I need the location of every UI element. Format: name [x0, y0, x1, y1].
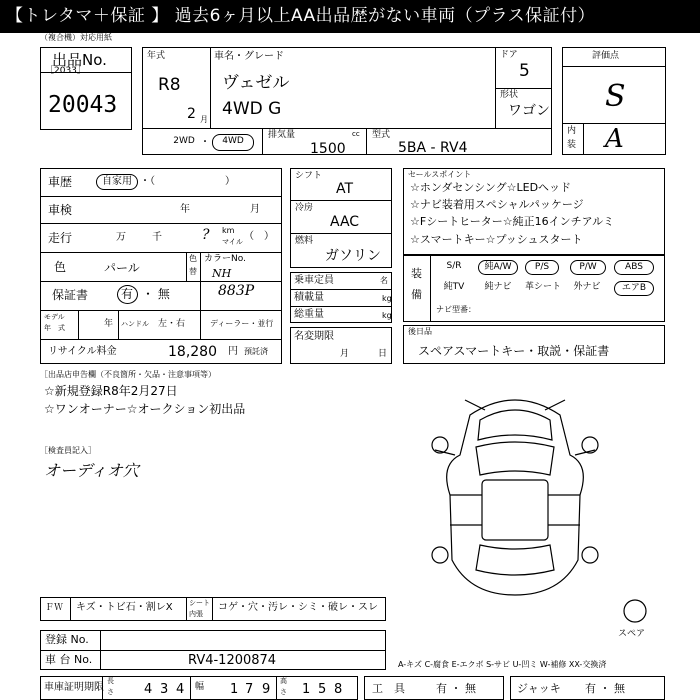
- history-rest: ・（ ）: [140, 176, 235, 187]
- equip-ps-selected: P/S: [525, 260, 559, 275]
- inspector-label: ［検査員記入］: [40, 446, 96, 455]
- cert-c3: 高: [280, 677, 287, 685]
- chassis-label: 車 台 No.: [45, 653, 93, 666]
- cert-d7: 1: [302, 682, 311, 697]
- deadline-label: 名変期限: [294, 331, 334, 342]
- recycle-value: 18,280: [168, 344, 217, 360]
- equip-abs-selected: ABS: [614, 260, 654, 275]
- shift-value: AT: [336, 181, 354, 197]
- model-year-label-1: モデル: [44, 313, 65, 321]
- displacement-unit: cc: [352, 130, 360, 138]
- cert-c3b: さ: [280, 688, 287, 696]
- fw-text: キズ・トビ石・割レX: [76, 602, 173, 613]
- sales-label: セールスポイント: [408, 170, 472, 179]
- tools-value: 有 ・ 無: [436, 682, 476, 695]
- cabin: [482, 480, 548, 540]
- jack-label: ジャッキ: [517, 682, 561, 695]
- equip-pw-selected: P/W: [570, 260, 606, 275]
- mileage-sen: 千: [152, 232, 162, 243]
- accessories-value: スペアスマートキー・取説・保証書: [418, 344, 610, 358]
- lot-label: 出品No.: [52, 51, 107, 69]
- displacement-label: 排気量: [268, 130, 296, 140]
- load-unit: kg: [382, 294, 392, 303]
- drive-dot: ・: [200, 137, 210, 148]
- inspection-year: 年: [180, 204, 190, 215]
- shift-label: シフト: [295, 171, 323, 181]
- interior-value: A: [605, 124, 624, 154]
- ac-label: 冷房: [295, 203, 314, 213]
- score-label: 評価点: [592, 51, 620, 61]
- color-code-label: カラーNo.: [204, 254, 246, 264]
- color-label: 色: [54, 260, 67, 274]
- cert-d4: 1: [230, 682, 239, 697]
- body-type-value: ワゴン: [508, 103, 550, 119]
- inspection-label: 車検: [48, 203, 73, 217]
- recycle-note: 預託済: [244, 347, 268, 356]
- model-code-value: 5BA - RV4: [398, 140, 468, 156]
- equip-airbag-selected: エアB: [614, 281, 654, 296]
- mileage-bracket: （ ）: [244, 231, 274, 242]
- lot-number: 20043: [48, 92, 118, 118]
- hood-line: [478, 410, 552, 440]
- sales-line-2: ☆ナビ装着用スペシャルパッケージ: [410, 198, 584, 211]
- color-change-label-2: 替: [189, 267, 197, 276]
- cert-d9: 8: [334, 682, 343, 697]
- declaration-line-1: ☆新規登録R8年2月27日: [44, 384, 178, 398]
- damage-legend: A-キズ C-腐食 E-エクボ S-サビ U-凹ミ W-補修 XX-交換済: [398, 660, 607, 669]
- sales-line-4: ☆スマートキー☆プッシュスタート: [410, 233, 583, 246]
- cert-d5: 7: [245, 682, 254, 697]
- warranty-selected: 有: [121, 287, 134, 301]
- wheel-rear-right: [582, 547, 598, 563]
- cert-c2: 幅: [195, 682, 205, 692]
- deadline-day: 日: [378, 349, 388, 359]
- year-month: 2: [187, 106, 196, 122]
- cert-d2: 3: [160, 682, 169, 697]
- color-code-1: NH: [212, 267, 232, 280]
- fuel-value: ガソリン: [325, 248, 381, 264]
- capacity-label: 乗車定員: [294, 275, 334, 286]
- seat-label-2: 内張: [189, 610, 203, 618]
- fuel-label: 燃料: [295, 236, 314, 246]
- car-outline: [447, 400, 584, 595]
- history-label: 車歴: [48, 175, 73, 189]
- accessories-label: 後日品: [408, 327, 432, 336]
- name-label: 車名・グレード: [214, 51, 284, 62]
- lot-code: ［2033］: [45, 66, 86, 76]
- banner-text: 【トレタマ＋保証 】 過去6ヶ月以上AA出品歴がない車両（プラス保証付）: [6, 6, 596, 26]
- handle-label: ハンドル: [121, 320, 149, 328]
- mileage-mile: マイル: [222, 238, 243, 246]
- sales-line-1: ☆ホンダセンシング☆LEDヘッド: [410, 181, 572, 194]
- handle-value: 左・右: [158, 319, 186, 329]
- equipment-label-1: 装: [411, 267, 422, 280]
- cert-d1: 4: [144, 682, 153, 697]
- equip-navi: 純ナビ: [484, 282, 512, 292]
- spare-tire-icon: [622, 598, 648, 624]
- model-name: ヴェゼル: [222, 73, 290, 93]
- cert-d3: 4: [176, 682, 185, 697]
- interior-label-2: 装: [567, 140, 577, 150]
- body-type-label: 形状: [500, 90, 519, 100]
- color-value: パール: [104, 261, 140, 275]
- weight-unit: kg: [382, 311, 392, 320]
- inspection-month: 月: [250, 204, 260, 215]
- model-year-label-2: 年 式: [44, 324, 65, 332]
- grade: 4WD G: [222, 99, 282, 119]
- equip-ext-navi: 外ナビ: [573, 282, 601, 292]
- declaration-line-2: ☆ワンオーナー☆オークション初出品: [44, 402, 246, 416]
- mileage-man: 万: [116, 232, 126, 243]
- wheel-front-right: [582, 437, 598, 453]
- wheel-rear-left: [432, 547, 448, 563]
- capacity-unit: 名: [380, 276, 388, 285]
- wheel-front-left: [432, 437, 448, 453]
- recycle-unit: 円: [228, 346, 238, 357]
- color-code-2: 883P: [218, 283, 255, 299]
- equip-sr: S/R: [446, 261, 462, 271]
- seat-label-1: シート: [189, 599, 210, 607]
- year-label: 年式: [147, 51, 166, 61]
- detail-table: [40, 168, 282, 364]
- equip-leather: 革シート: [524, 282, 561, 292]
- score-value: S: [605, 79, 626, 114]
- year-month-suffix: 月: [200, 115, 208, 124]
- history-selected: 自家用: [96, 174, 138, 190]
- model-code-label: 型式: [372, 130, 391, 140]
- inspector-note: オーディオ穴: [44, 461, 139, 480]
- warranty-rest: ・ 無: [142, 287, 170, 301]
- model-year-year: 年: [104, 319, 114, 329]
- interior-label-1: 内: [567, 126, 577, 136]
- mileage-km: km: [222, 226, 235, 235]
- cert-d8: 5: [318, 682, 327, 697]
- mileage-label: 走行: [48, 231, 73, 245]
- declaration-label: ［出品店申告欄（不良箇所・欠品・注意事項等）: [40, 370, 216, 379]
- equipment-label-2: 備: [411, 288, 422, 301]
- load-label: 積載量: [294, 292, 324, 303]
- weight-label: 総重量: [294, 309, 324, 320]
- cert-c1b: さ: [107, 688, 114, 696]
- drive-2wd: 2WD: [173, 136, 195, 146]
- color-change-label-1: 色: [189, 254, 197, 263]
- seat-text: コゲ・穴・汚レ・シミ・破レ・スレ: [218, 602, 378, 613]
- mileage-value: ?: [202, 227, 210, 243]
- registration-label: 登録 No.: [45, 633, 89, 646]
- jack-value: 有 ・ 無: [585, 682, 625, 695]
- year-era: R8: [158, 75, 181, 95]
- nav-model-label: ナビ型番：: [436, 305, 476, 314]
- equip-aw-selected: 純A/W: [478, 260, 518, 275]
- rear-window: [476, 545, 554, 575]
- cert-c1: 長: [107, 677, 114, 685]
- spare-label: スペア: [618, 629, 646, 639]
- cert-label: 車庫証明期限: [44, 682, 104, 693]
- tools-label: 工 具: [372, 682, 405, 695]
- doors-label: ドア: [500, 50, 518, 60]
- equip-tv: 純TV: [443, 282, 465, 292]
- displacement-value: 1500: [310, 141, 346, 157]
- ac-value: AAC: [330, 214, 360, 230]
- windshield: [476, 442, 554, 475]
- sales-line-3: ☆Fシートヒーター☆純正16インチアルミ: [410, 215, 615, 228]
- dealer-value: ディーラー・並行: [210, 319, 274, 328]
- fw-label: ＦＷ: [45, 603, 64, 613]
- chassis-value: RV4-1200874: [188, 653, 277, 668]
- deadline-month: 月: [340, 349, 350, 359]
- doors-value: 5: [519, 61, 530, 81]
- warranty-label: 保証書: [52, 288, 89, 302]
- recycle-label: リサイクル料金: [48, 346, 117, 357]
- car-diagram: [410, 385, 620, 600]
- cert-d6: 9: [262, 682, 271, 697]
- drive-4wd-selected: 4WD: [212, 134, 254, 151]
- subnote: （複合機）対応用紙: [40, 33, 112, 42]
